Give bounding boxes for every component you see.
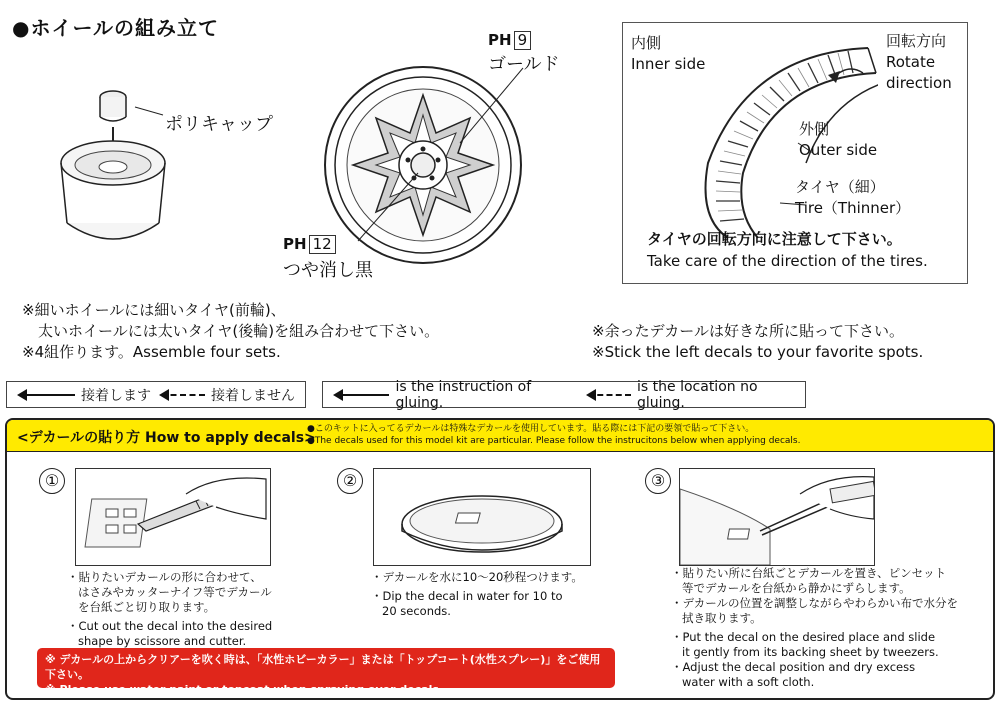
step-3-text (671, 566, 991, 690)
note-wheel-tire-1: ※細いホイールには細いタイヤ(前輪)、 (22, 301, 286, 319)
step-3-en-line: ・Adjust the decal position and dry excess (671, 660, 916, 674)
step-2-jp-line: ・デカールを水に10〜20秒程つけます。 (371, 570, 583, 584)
glue-legend-jp (6, 381, 306, 408)
step-number-3: ③ (645, 468, 671, 494)
dashed-arrow-icon (588, 394, 631, 396)
step-2-text (371, 570, 611, 619)
note-leftover-decals-jp: ※余ったデカールは好きな所に貼って下さい。 (592, 322, 904, 340)
clear-coat-warning (37, 648, 615, 696)
step-1-jp-line: を台紙ごと切り取ります。 (78, 600, 216, 614)
paint-code-gold (488, 30, 531, 50)
paint-name-matt-black: つや消し黒 (283, 260, 373, 281)
step-1-text (67, 570, 307, 649)
wheel-illustration (318, 63, 528, 268)
step-1-jp-line: はさみやカッターナイフ等でデカール (78, 585, 272, 599)
inner-side-en: Inner side (631, 55, 706, 73)
tire-thinner-en: Tire（Thinner） (795, 199, 911, 217)
warning-jp: ※ デカールの上からクリアーを吹く時は、「水性ホビーカラー」または「トップコート(水性スプレー)」をご使用下さい。 (45, 653, 601, 681)
tire-direction-box (622, 22, 968, 284)
step-2-en-line: 20 seconds. (382, 604, 451, 618)
step-3-jp-line: 等でデカールを台紙から静かにずらします。 (682, 581, 911, 595)
step-number-2: ② (337, 468, 363, 494)
solid-arrow-icon (335, 394, 389, 396)
solid-arrow-icon (19, 394, 75, 396)
paint-number: 12 (309, 235, 336, 254)
outer-side-jp: 外側 (799, 120, 830, 138)
tire-caution-jp: タイヤの回転方向に注意して下さい。 (647, 230, 902, 248)
legend-noglue-jp: 接着しません (211, 387, 295, 404)
paint-prefix: PH (488, 31, 512, 49)
step-2-en-line: ・Dip the decal in water for 10 to (371, 589, 563, 603)
step-3-jp-line: ・デカールの位置を調整しながらやわらかい布で水分を (671, 596, 959, 610)
note-wheel-tire-2: 太いホイールには太いタイヤ(後輪)を組み合わせて下さい。 (38, 322, 440, 340)
step-3-illustration (679, 468, 875, 566)
legend-glue-jp: 接着します (81, 387, 151, 404)
glue-legend-en (322, 378, 806, 411)
outer-side-en: Outer side (799, 141, 878, 159)
paint-code-matt-black (283, 234, 336, 254)
paint-number: 9 (514, 31, 532, 50)
step-3-jp-line: ・貼りたい所に台紙ごとデカールを置き、ピンセット (671, 566, 947, 580)
paint-name-gold: ゴールド (488, 54, 560, 75)
note-four-sets: ※4組作ります。Assemble four sets. (22, 343, 281, 361)
rotate-direction-en-1: Rotate (886, 53, 936, 71)
dashed-arrow-icon (161, 394, 205, 396)
warning-en: ※ Please use water paint or topcoat when spraying over decals. (45, 683, 444, 696)
step-2-illustration (373, 468, 591, 566)
step-number-1: ① (39, 468, 65, 494)
rotate-direction-en-2: direction (886, 74, 952, 92)
poly-cap-label: ポリキャップ (165, 114, 273, 135)
step-3-en-line: it gently from its backing sheet by tweezers. (682, 645, 939, 659)
decal-instructions-section (5, 418, 995, 700)
step-1-en-line: shape by scissore and cutter. (78, 634, 247, 648)
legend-noglue-en: is the location no gluing. (637, 378, 758, 411)
step-1-illustration (75, 468, 271, 566)
note-leftover-decals-en: ※Stick the left decals to your favorite spots. (592, 343, 924, 361)
decal-header (7, 420, 993, 452)
inner-side-jp: 内側 (631, 34, 662, 52)
tire-caution-en: Take care of the direction of the tires. (647, 252, 928, 270)
decal-title: <デカールの貼り方 How to apply decals> (17, 430, 316, 446)
section-title: ●ホイールの組み立て (12, 16, 220, 40)
rotate-direction-jp: 回転方向 (886, 32, 947, 50)
legend-glue-en: is the instruction of gluing. (395, 378, 532, 411)
step-1-en-line: ・Cut out the decal into the desired (67, 619, 273, 633)
decal-note-en: ●The decals used for this model kit are particular. Please follow the instrucitons below when applying decals. (307, 436, 801, 446)
tire-thinner-jp: タイヤ（細） (795, 178, 885, 196)
step-1-jp-line: ・貼りたいデカールの形に合わせて、 (67, 570, 262, 584)
decal-note-jp: ●このキットに入ってるデカールは特殊なデカールを使用しています。貼る際には下記の要領で貼って下さい。 (307, 424, 755, 434)
paint-prefix: PH (283, 235, 307, 253)
step-3-en-line: ・Put the decal on the desired place and slide (671, 630, 936, 644)
step-3-jp-line: 拭き取ります。 (682, 611, 762, 625)
step-3-en-line: water with a soft cloth. (682, 675, 815, 689)
